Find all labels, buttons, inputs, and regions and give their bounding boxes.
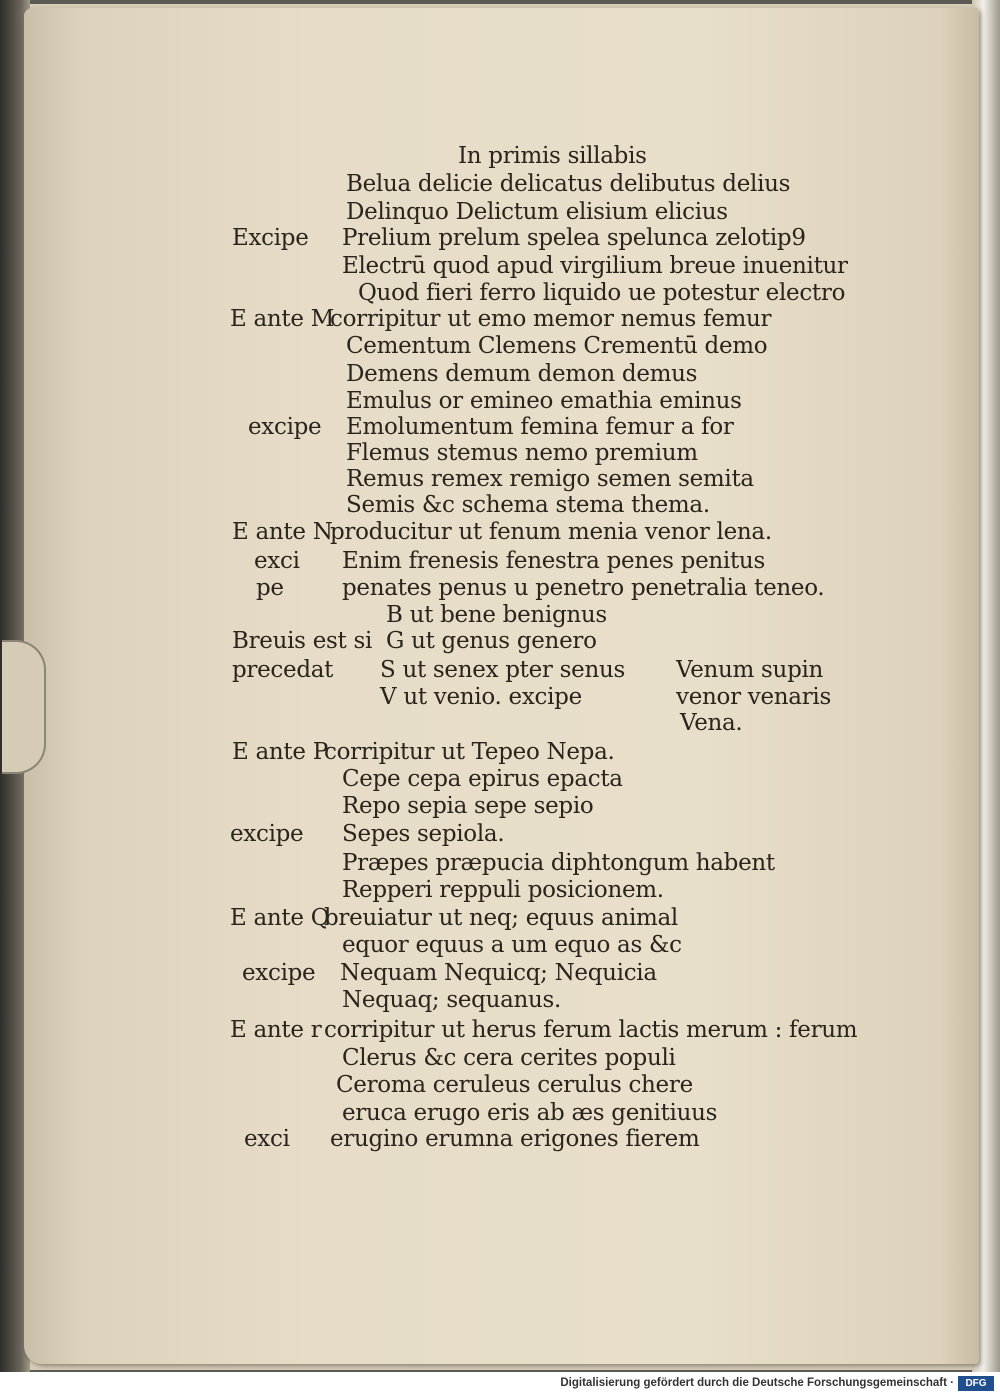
text-line: Remus remex remigo semen semita — [346, 466, 754, 492]
text-line: erugino erumna erigones fierem — [330, 1126, 700, 1152]
text-line: breuiatur ut neq; equus animal — [324, 905, 678, 931]
side-note: venor venaris — [676, 684, 831, 710]
text-line: Demens demum demon demus — [346, 361, 698, 387]
funding-notice: Digitalisierung gefördert durch die Deutsche Forschungsgemeinschaft · — [560, 1377, 954, 1389]
text-line: equor equus a um equo as &c — [342, 932, 682, 958]
text-line: Delinquo Delictum elisium elicius — [346, 199, 728, 225]
text-line: Flemus stemus nemo premium — [346, 440, 698, 466]
margin-label: Excipe — [232, 225, 309, 251]
text-line: Emulus or emineo emathia eminus — [346, 388, 742, 414]
margin-label: E ante P — [232, 739, 328, 765]
margin-label: E ante M — [230, 306, 334, 332]
margin-label: precedat — [232, 657, 334, 683]
text-line: producitur ut fenum menia venor lena. — [330, 519, 772, 545]
text-line: Sepes sepiola. — [342, 821, 505, 847]
margin-label: Breuis est si — [232, 628, 373, 654]
footer-bar — [0, 1372, 1000, 1396]
text-line: Prelium prelum spelea spelunca zelotip9 — [342, 225, 806, 251]
text-line: Vena. — [680, 710, 743, 736]
margin-label: E ante N — [232, 519, 333, 545]
text-line: Nequam Nequicq; Nequicia — [340, 960, 657, 986]
text-line: Ceroma ceruleus cerulus chere — [336, 1072, 693, 1098]
text-line: Clerus &c cera cerites populi — [342, 1045, 676, 1071]
text-line: penates penus u penetro penetralia teneo. — [342, 575, 825, 601]
text-line: Electrū quod apud virgilium breue inuenitur — [342, 253, 848, 279]
text-line: V ut venio. excipe — [380, 684, 582, 710]
text-line: Emolumentum femina femur a for — [346, 414, 734, 440]
text-line: Quod fieri ferro liquido ue potestur electro — [358, 280, 846, 306]
text-line: S ut senex pter senus — [380, 657, 625, 683]
text-line: Nequaq; sequanus. — [342, 987, 562, 1013]
margin-label: excipe — [230, 821, 304, 847]
margin-label: excipe — [242, 960, 316, 986]
margin-label: exci — [254, 548, 300, 574]
margin-label: E ante Q — [230, 905, 330, 931]
text-line: corripitur ut herus ferum lactis merum : ferum — [324, 1017, 858, 1043]
side-note: Venum supin — [676, 657, 824, 683]
text-line: G ut genus genero — [386, 628, 597, 654]
text-line: corripitur ut Tepeo Nepa. — [324, 739, 615, 765]
text-line: corripitur ut emo memor nemus femur — [330, 306, 772, 332]
text-line: Cementum Clemens Crementū demo — [346, 333, 768, 359]
margin-label: excipe — [248, 414, 322, 440]
text-line: Belua delicie delicatus delibutus delius — [346, 171, 791, 197]
running-heading: In primis sillabis — [458, 143, 647, 169]
text-line: Cepe cepa epirus epacta — [342, 766, 623, 792]
margin-label: pe — [256, 575, 284, 601]
margin-label: exci — [244, 1126, 290, 1152]
text-line: Enim frenesis fenestra penes penitus — [342, 548, 765, 574]
text-line: Semis &c schema stema thema. — [346, 492, 710, 518]
text-line: Præpes præpucia diphtongum habent — [342, 850, 775, 876]
text-line: Repperi reppuli posicionem. — [342, 877, 664, 903]
text-line: B ut bene benignus — [386, 602, 607, 628]
dfg-logo: DFG — [958, 1376, 994, 1391]
text-line: eruca erugo eris ab æs genitiuus — [342, 1100, 718, 1126]
margin-label: E ante r — [230, 1017, 322, 1043]
text-line: Repo sepia sepe sepio — [342, 793, 594, 819]
